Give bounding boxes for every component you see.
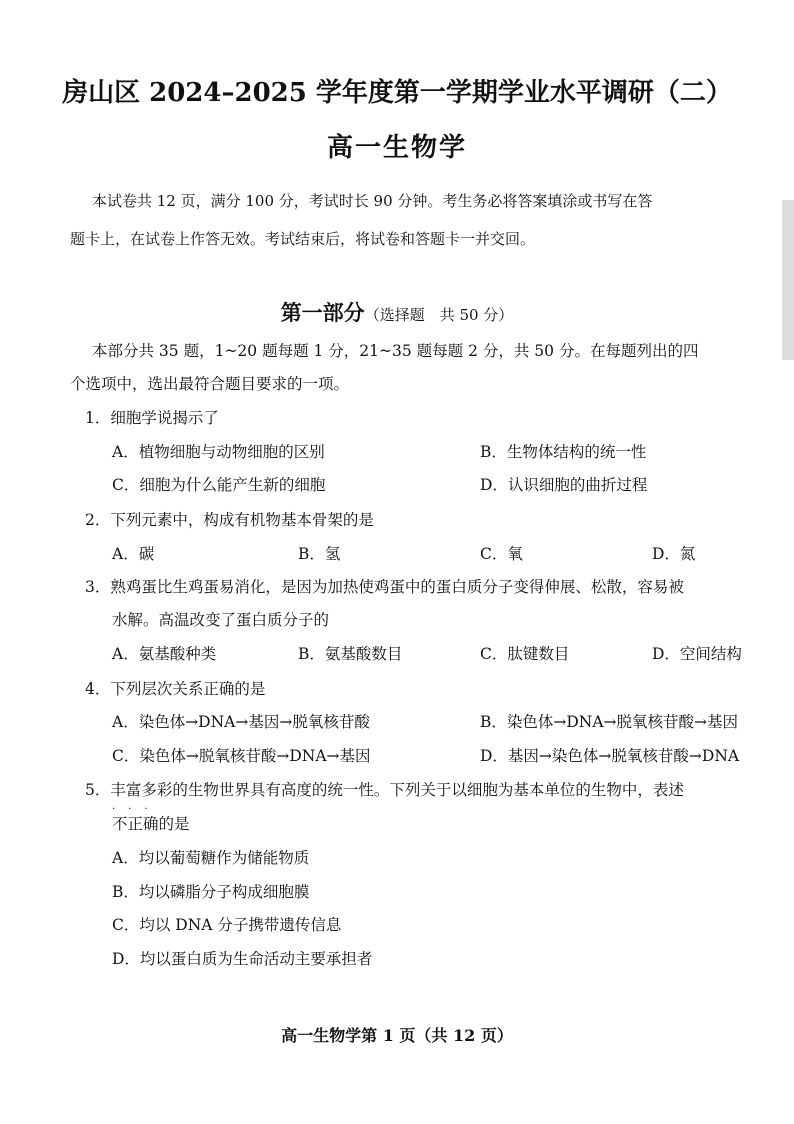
question-2-option-b: B．氢 [298, 545, 341, 563]
emphasis-dots: ··· [112, 804, 161, 815]
section-note: （选择题 共 50 分） [364, 306, 514, 324]
question-5-stem-line-2 [112, 804, 190, 834]
question-4-option-d: D．基因→染色体→脱氧核苷酸→DNA [480, 747, 740, 765]
section-desc-1: 本部分共 35 题，1~20 题每题 1 分，21~35 题每题 2 分，共 50 分。在每题列出的四 [92, 342, 699, 360]
question-5-option-d: D．均以蛋白质为生命活动主要承担者 [112, 950, 373, 968]
question-4-option-c: C．染色体→脱氧核苷酸→DNA→基因 [112, 747, 371, 765]
question-4-stem: 4．下列层次关系正确的是 [85, 680, 266, 698]
section-desc-2: 个选项中，选出最符合题目要求的一项。 [70, 375, 350, 393]
question-5-option-b: B．均以磷脂分子构成细胞膜 [112, 883, 310, 901]
page-subtitle: 高一生物学 [326, 133, 467, 163]
question-1-option-a: A．植物细胞与动物细胞的区别 [112, 443, 325, 461]
question-3-option-b: B．氨基酸数目 [298, 645, 403, 663]
intro-line-2: 题卡上，在试卷上作答无效。考试结束后，将试卷和答题卡一并交回。 [70, 230, 536, 248]
page-title: 房山区 2024–2025 学年度第一学期学业水平调研（二） [62, 78, 732, 108]
question-2-option-a: A．碳 [112, 545, 155, 563]
question-5-option-a: A．均以葡萄糖作为储能物质 [112, 849, 310, 867]
question-5-stem-text: 不正确的是 [112, 815, 190, 833]
question-3-option-a: A．氨基酸种类 [112, 645, 217, 663]
question-4-option-b: B．染色体→DNA→脱氧核苷酸→基因 [480, 713, 739, 731]
section-title: 第一部分 [280, 300, 365, 325]
question-1-option-d: D．认识细胞的曲折过程 [480, 476, 648, 494]
scan-edge-shadow [782, 200, 794, 360]
question-2-stem: 2．下列元素中，构成有机物基本骨架的是 [85, 511, 374, 529]
question-1-stem: 1．细胞学说揭示了 [85, 409, 219, 427]
question-3-stem-line-1: 3．熟鸡蛋比生鸡蛋易消化，是因为加热使鸡蛋中的蛋白质分子变得伸展、松散，容易被 [85, 578, 684, 596]
question-2-option-d: D．氮 [652, 545, 696, 563]
question-5-option-c: C．均以 DNA 分子携带遗传信息 [112, 916, 342, 934]
page-footer: 高一生物学第 1 页（共 12 页） [281, 1026, 513, 1045]
question-5-stem-line-1: 5．丰富多彩的生物世界具有高度的统一性。下列关于以细胞为基本单位的生物中，表述 [85, 781, 684, 799]
question-3-option-c: C．肽键数目 [480, 645, 570, 663]
question-2-option-c: C．氧 [480, 545, 523, 563]
intro-line-1: 本试卷共 12 页，满分 100 分，考试时长 90 分钟。考生务必将答案填涂或书写在答 [92, 192, 653, 210]
question-4-option-a: A．染色体→DNA→基因→脱氧核苷酸 [112, 713, 370, 731]
question-1-option-b: B．生物体结构的统一性 [480, 443, 647, 461]
section-heading [0, 297, 794, 327]
question-3-option-d: D．空间结构 [652, 645, 742, 663]
question-1-option-c: C．细胞为什么能产生新的细胞 [112, 476, 326, 494]
question-3-stem-line-2: 水解。高温改变了蛋白质分子的 [112, 611, 330, 629]
